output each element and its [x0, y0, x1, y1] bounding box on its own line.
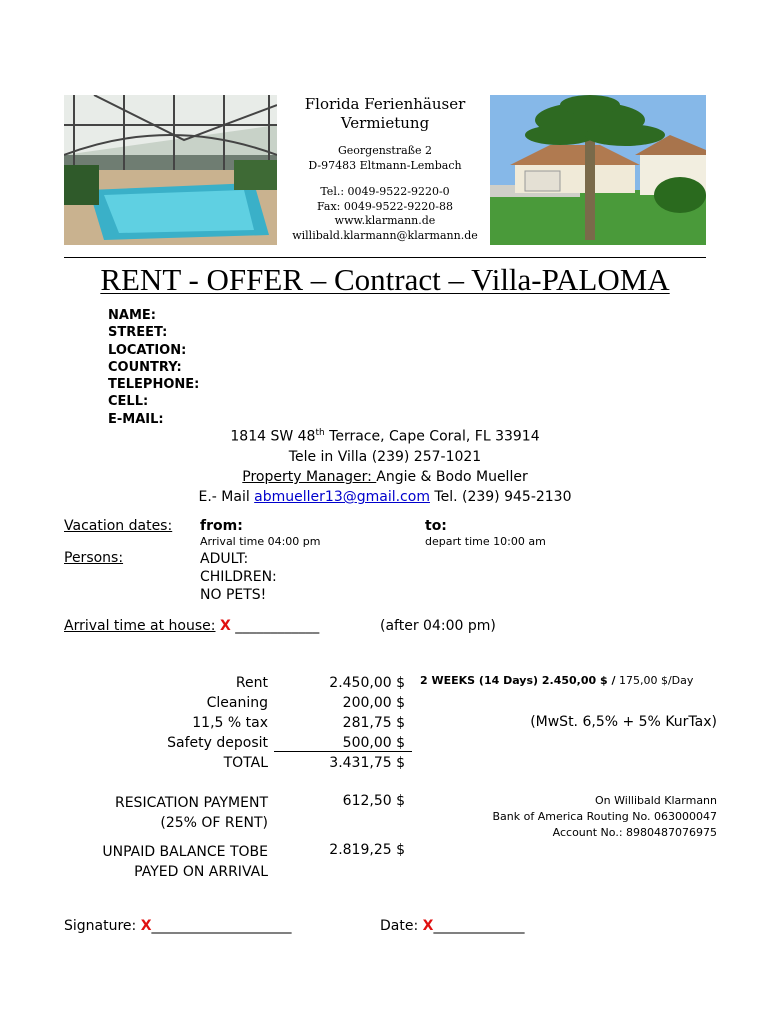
- mwst-note: (MwSt. 6,5% + 5% KurTax): [530, 714, 717, 730]
- arrival-time-row: [64, 618, 319, 634]
- pm-label: Property Manager:: [242, 469, 377, 485]
- email-label: E.- Mail: [198, 489, 255, 505]
- bank-details: [420, 793, 717, 841]
- arrival-note: Arrival time 04:00 pm: [200, 535, 321, 548]
- cost-labels: [0, 673, 268, 773]
- company-email[interactable]: willibald.klarmann@klarmann.de: [292, 228, 478, 242]
- cost-amount-tax: 281,75 $: [342, 715, 405, 731]
- pm-name: Angie & Bodo Mueller: [376, 469, 528, 485]
- unpaid-labels: [0, 842, 268, 882]
- page-title-text: RENT - OFFER – Contract – Villa-PALOMA: [100, 262, 670, 297]
- villa-photo: [490, 95, 706, 245]
- company-web[interactable]: www.klarmann.de: [334, 214, 436, 227]
- company-header: [280, 95, 490, 243]
- adult-label: ADULT:: [200, 551, 249, 567]
- signature-row: [64, 918, 292, 934]
- from-label: from:: [200, 518, 243, 534]
- date-row: [380, 918, 524, 934]
- unpaid-line2: PAYED ON ARRIVAL: [134, 864, 268, 880]
- address-part2: Terrace, Cape Coral, FL 33914: [324, 428, 540, 445]
- children-label: CHILDREN:: [200, 569, 277, 585]
- weeks-note: [420, 674, 693, 687]
- weeks-bold: 2 WEEKS (14 Days) 2.450,00 $ /: [420, 674, 616, 687]
- persons-label: Persons:: [64, 550, 124, 566]
- resignation-amount: 612,50 $: [342, 793, 405, 809]
- field-telephone: TELEPHONE:: [108, 377, 200, 393]
- manager-email-link[interactable]: abmueller13@gmail.com: [254, 489, 430, 505]
- field-street: STREET:: [108, 325, 168, 341]
- subtotal-line: [274, 751, 412, 752]
- cost-label-tax: 11,5 % tax: [192, 715, 268, 731]
- date-label: Date:: [380, 918, 419, 934]
- persons-block: [200, 550, 277, 604]
- signature-mark: X: [140, 918, 152, 934]
- unpaid-amount: 2.819,25 $: [329, 842, 405, 858]
- no-pets-note: NO PETS!: [200, 587, 267, 603]
- resignation-line2: (25% OF RENT): [160, 815, 268, 831]
- cost-label-deposit: Safety deposit: [167, 735, 268, 751]
- villa-tele: Tele in Villa (239) 257-1021: [288, 449, 482, 465]
- company-street: Georgenstraße 2: [337, 144, 433, 157]
- resignation-labels: [0, 793, 268, 833]
- cost-label-cleaning: Cleaning: [206, 695, 268, 711]
- header-divider: [64, 257, 706, 258]
- renter-fields: [108, 307, 199, 428]
- pool-photo: [64, 95, 277, 245]
- arrival-mark: X: [219, 618, 231, 634]
- address-sup: th: [315, 428, 325, 438]
- cost-amount-deposit: 500,00 $: [342, 735, 405, 751]
- resignation-line1: RESICATION PAYMENT: [114, 795, 268, 811]
- field-email: E-MAIL:: [108, 411, 164, 427]
- company-fax: Fax: 0049-9522-9220-88: [317, 199, 453, 213]
- manager-contact: [64, 489, 706, 505]
- bank-holder: On Willibald Klarmann: [595, 794, 717, 807]
- unpaid-line1: UNPAID BALANCE TOBE: [102, 844, 268, 860]
- field-name: NAME:: [108, 308, 156, 323]
- cost-label-rent: Rent: [235, 675, 268, 691]
- villa-address: [64, 428, 706, 445]
- arrival-blank[interactable]: ____________: [235, 618, 320, 634]
- field-country: COUNTRY:: [108, 359, 182, 375]
- vacation-dates-label: Vacation dates:: [64, 518, 173, 534]
- signature-blank[interactable]: ____________________: [151, 918, 292, 934]
- bank-account: Account No.: 8980487076975: [552, 826, 717, 839]
- cost-amount-cleaning: 200,00 $: [342, 695, 405, 711]
- depart-note: depart time 10:00 am: [425, 535, 546, 548]
- cost-amount-rent: 2.450,00 $: [329, 675, 405, 691]
- address-part1: 1814 SW 48: [230, 428, 316, 445]
- after-note: (after 04:00 pm): [380, 618, 496, 634]
- bank-routing: Bank of America Routing No. 063000047: [492, 810, 717, 823]
- cost-amounts: [265, 673, 405, 773]
- company-city: D-97483 Eltmann-Lembach: [308, 158, 462, 172]
- company-name-line1: Florida Ferienhäuser: [304, 95, 466, 113]
- company-tel: Tel.: 0049-9522-9220-0: [320, 185, 450, 198]
- to-label: to:: [425, 518, 447, 534]
- cost-amount-total: 3.431,75 $: [329, 755, 405, 771]
- signature-label: Signature:: [64, 918, 137, 934]
- date-mark: X: [422, 918, 434, 934]
- field-cell: CELL:: [108, 394, 149, 410]
- date-blank[interactable]: _____________: [433, 918, 525, 934]
- manager-phone: Tel. (239) 945-2130: [429, 489, 572, 505]
- weeks-rate: 175,00 $/Day: [615, 674, 694, 687]
- company-name-line2: Vermietung: [340, 114, 430, 132]
- page-title: [64, 262, 706, 298]
- property-manager: [64, 469, 706, 485]
- cost-label-total: TOTAL: [223, 755, 268, 771]
- arrival-time-label: Arrival time at house:: [64, 618, 216, 634]
- field-location: LOCATION:: [108, 342, 187, 358]
